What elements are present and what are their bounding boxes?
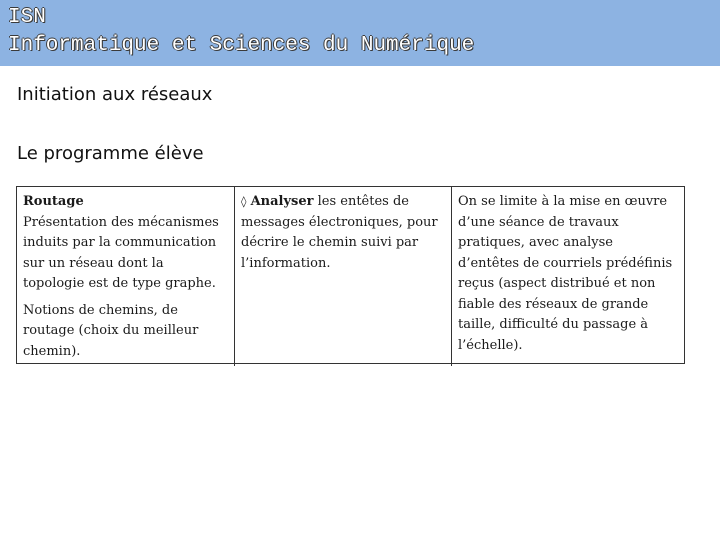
table-cell-comments (451, 187, 684, 366)
title-banner (0, 0, 720, 66)
cell-title: Routage (23, 194, 84, 209)
banner-title-acronym: ISN (8, 6, 46, 29)
cell-paragraph: On se limite à la mise en œuvre d’une séance de travaux pratiques, avec analyse d’entêtes de courriels prédéfinis reçus (aspect distribué et non fiable des réseaux de grande taille, difficulté du passage à l’échelle). (458, 194, 673, 353)
cell-paragraph (241, 192, 445, 274)
program-heading: Le programme élève (17, 143, 204, 164)
skill-description: les entêtes de messages électroniques, pour décrire le chemin suivi par l’information. (241, 194, 438, 271)
program-table (16, 186, 685, 364)
action-verb: Analyser (250, 194, 314, 209)
table-cell-skills (234, 187, 451, 366)
cell-paragraph: Notions de chemins, de routage (choix du meilleur chemin). (23, 302, 199, 359)
section-heading: Initiation aux réseaux (17, 84, 213, 105)
diamond-bullet-icon: ◊ (241, 195, 247, 208)
cell-paragraph: Présentation des mécanismes induits par la communication sur un réseau dont la topologie est de type graphe. (23, 214, 219, 291)
table-cell-contents (17, 187, 234, 366)
banner-title-full: Informatique et Sciences du Numérique (8, 34, 475, 57)
